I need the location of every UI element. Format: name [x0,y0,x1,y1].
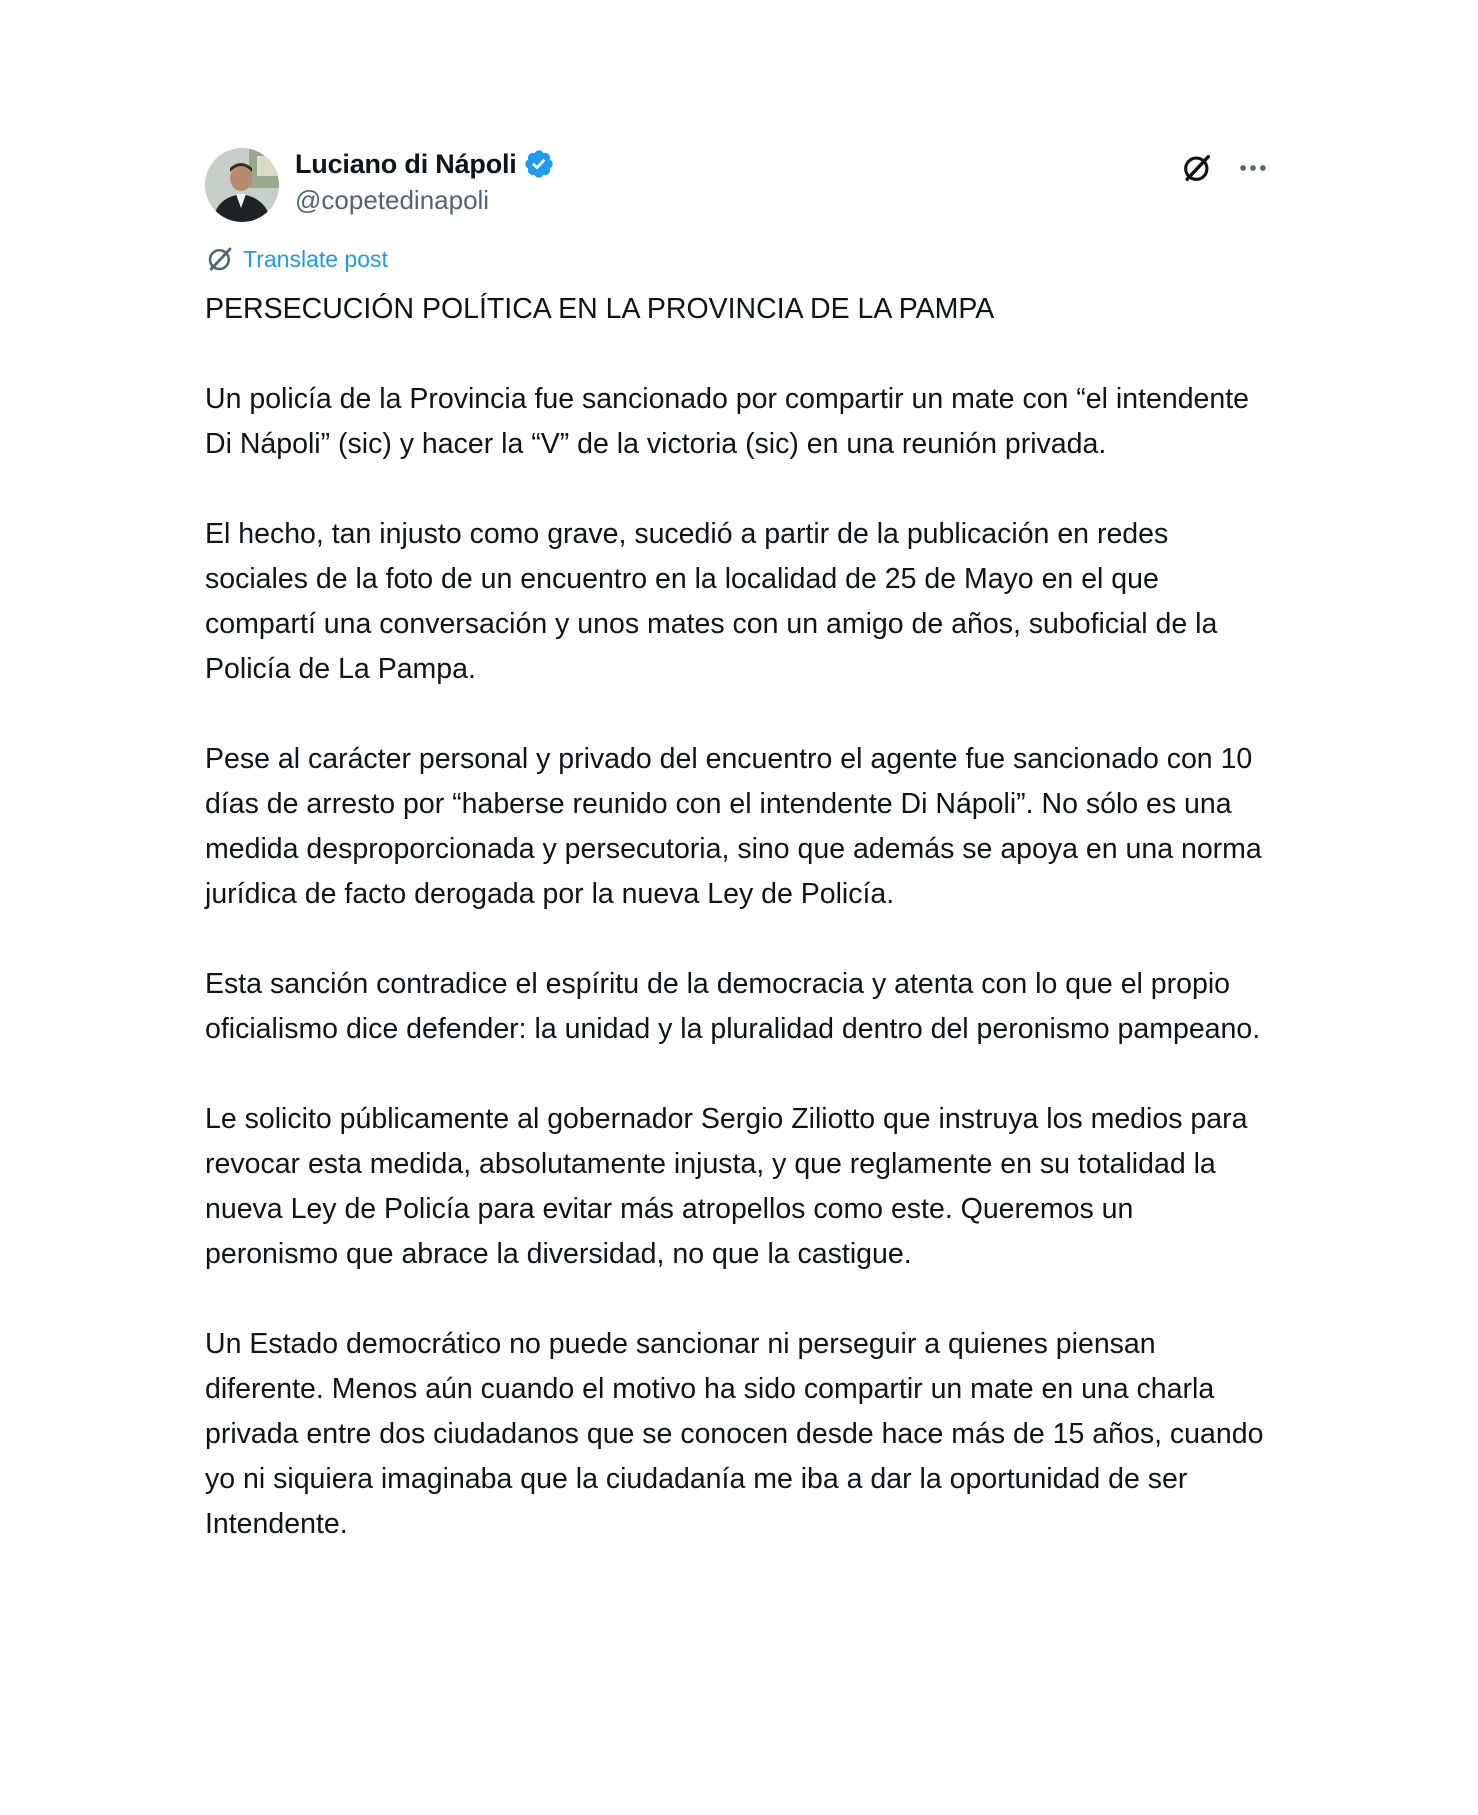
author-handle[interactable]: @copetedinapoli [295,185,490,215]
header-actions [1180,151,1270,185]
post-paragraph: PERSECUCIÓN POLÍTICA EN LA PROVINCIA DE LA PAMPA [205,293,995,325]
post-header [205,145,1270,227]
post-paragraph: Un Estado democrático no puede sancionar ni perseguir a quienes piensan diferente. Menos aún cuando el motivo ha sido compartir un mate en una charla privada entre dos ciudadanos que se conocen desde hace más de 15 años, cuando yo ni siquiera imaginaba que la ciudadanía me iba a dar la oportunidad de ser Intendente. [205,1328,1264,1540]
author-names [295,145,555,216]
more-icon[interactable] [1236,151,1270,185]
grok-translate-icon [205,244,235,274]
verified-badge-icon[interactable] [523,148,555,180]
display-name-row [295,145,555,183]
post [205,145,1270,1547]
post-paragraph: Un policía de la Provincia fue sancionado por compartir un mate con “el intendente Di Nápoli” (sic) y hacer la “V” de la victoria (sic) en una reunión privada. [205,383,1250,460]
post-paragraph: Esta sanción contradice el espíritu de la democracia y atenta con lo que el propio oficialismo dice defender: la unidad y la pluralidad dentro del peronismo pampeano. [205,968,1261,1045]
avatar[interactable] [205,148,279,222]
display-name[interactable]: Luciano di Nápoli [295,148,517,179]
grok-icon[interactable] [1180,151,1214,185]
post-paragraph: El hecho, tan injusto como grave, sucedió a partir de la publicación en redes sociales de la foto de un encuentro en la localidad de 25 de Mayo en el que compartí una conversación y unos mates con un amigo de años, suboficial de la Policía de La Pampa. [205,518,1218,685]
translate-post-label[interactable]: Translate post [243,245,388,272]
translate-post-link[interactable] [205,239,1270,279]
post-text [205,287,1270,1547]
post-paragraph: Pese al carácter personal y privado del encuentro el agente fue sancionado con 10 días de arresto por “haberse reunido con el intendente Di Nápoli”. No sólo es una medida desproporcionada y persecutoria, sino que además se apoya en una norma jurídica de facto derogada por la nueva Ley de Policía. [205,743,1262,910]
profile-photo [205,148,279,222]
post-paragraph: Le solicito públicamente al gobernador Sergio Ziliotto que instruya los medios para revocar esta medida, absolutamente injusta, y que reglamente en su totalidad la nueva Ley de Policía para evitar más atropellos como este. Queremos un peronismo que abrace la diversidad, no que la castigue. [205,1103,1248,1270]
